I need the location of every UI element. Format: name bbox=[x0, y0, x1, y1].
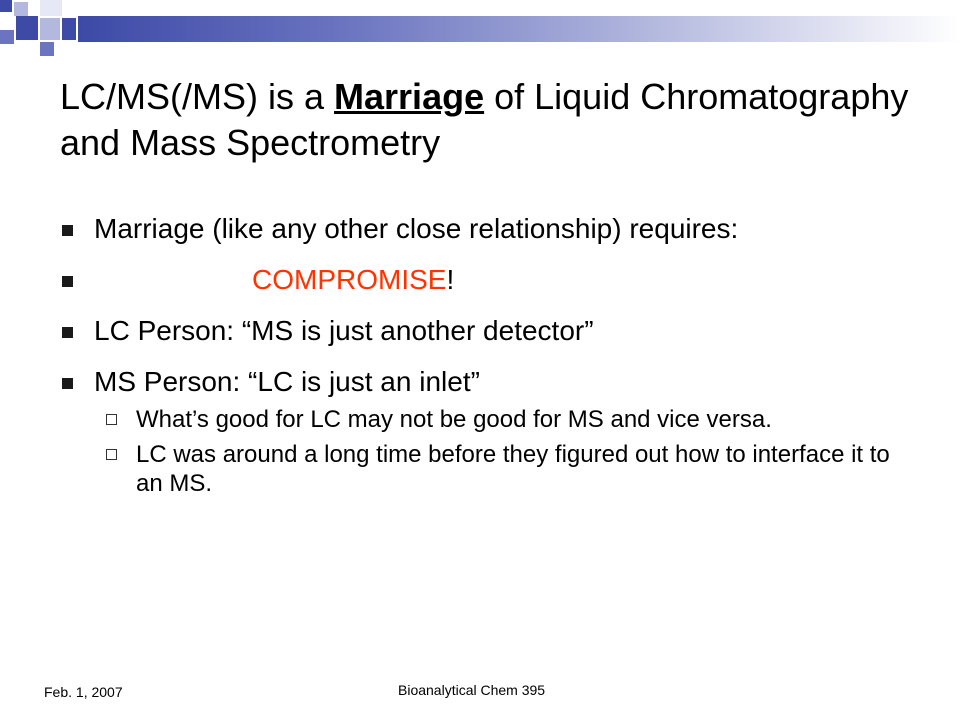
bullet-square-icon bbox=[62, 276, 73, 287]
sub-bullet-item bbox=[94, 440, 900, 498]
bullet-item bbox=[60, 263, 900, 297]
sub-bullet-list bbox=[94, 405, 900, 498]
title-emphasis: Marriage bbox=[334, 76, 485, 117]
hollow-square-icon bbox=[106, 414, 117, 425]
bullet-item bbox=[60, 314, 900, 348]
bullet-text: Marriage (like any other close relationship) requires: bbox=[94, 213, 739, 244]
bullet-square-icon bbox=[62, 378, 73, 389]
footer-date: Feb. 1, 2007 bbox=[44, 684, 123, 700]
bullet-text: LC Person: “MS is just another detector” bbox=[94, 315, 594, 346]
bullet-item bbox=[60, 212, 900, 246]
deco-square bbox=[0, 30, 14, 44]
hollow-square-icon bbox=[106, 449, 117, 460]
bullet-text: MS Person: “LC is just an inlet” bbox=[94, 366, 480, 397]
decorative-gradient-bar bbox=[78, 16, 960, 42]
compromise-word: COMPROMISE bbox=[252, 264, 447, 295]
slide-title bbox=[60, 74, 920, 166]
footer-course: Bioanalytical Chem 395 bbox=[398, 682, 546, 698]
bullet-square-icon bbox=[62, 327, 73, 338]
bullet-square-icon bbox=[62, 225, 73, 236]
compromise-line bbox=[94, 263, 900, 297]
deco-square bbox=[0, 0, 12, 12]
bullet-item bbox=[60, 365, 900, 498]
exclamation-mark: ! bbox=[446, 264, 455, 295]
deco-square bbox=[40, 18, 60, 40]
bullet-list bbox=[60, 212, 900, 515]
decorative-squares bbox=[0, 0, 80, 60]
deco-square bbox=[40, 0, 62, 16]
title-suffix: of Liquid Chromatography and Mass Spectrometry bbox=[60, 76, 909, 163]
deco-square bbox=[40, 42, 54, 56]
sub-bullet-text: What’s good for LC may not be good for MS and vice versa. bbox=[136, 406, 772, 433]
deco-square bbox=[62, 18, 76, 40]
deco-square bbox=[16, 16, 38, 40]
sub-bullet-item bbox=[94, 405, 900, 434]
title-prefix: LC/MS(/MS) is a bbox=[60, 76, 335, 117]
deco-square bbox=[14, 2, 28, 16]
sub-bullet-text: LC was around a long time before they figured out how to interface it to an MS. bbox=[136, 441, 890, 497]
